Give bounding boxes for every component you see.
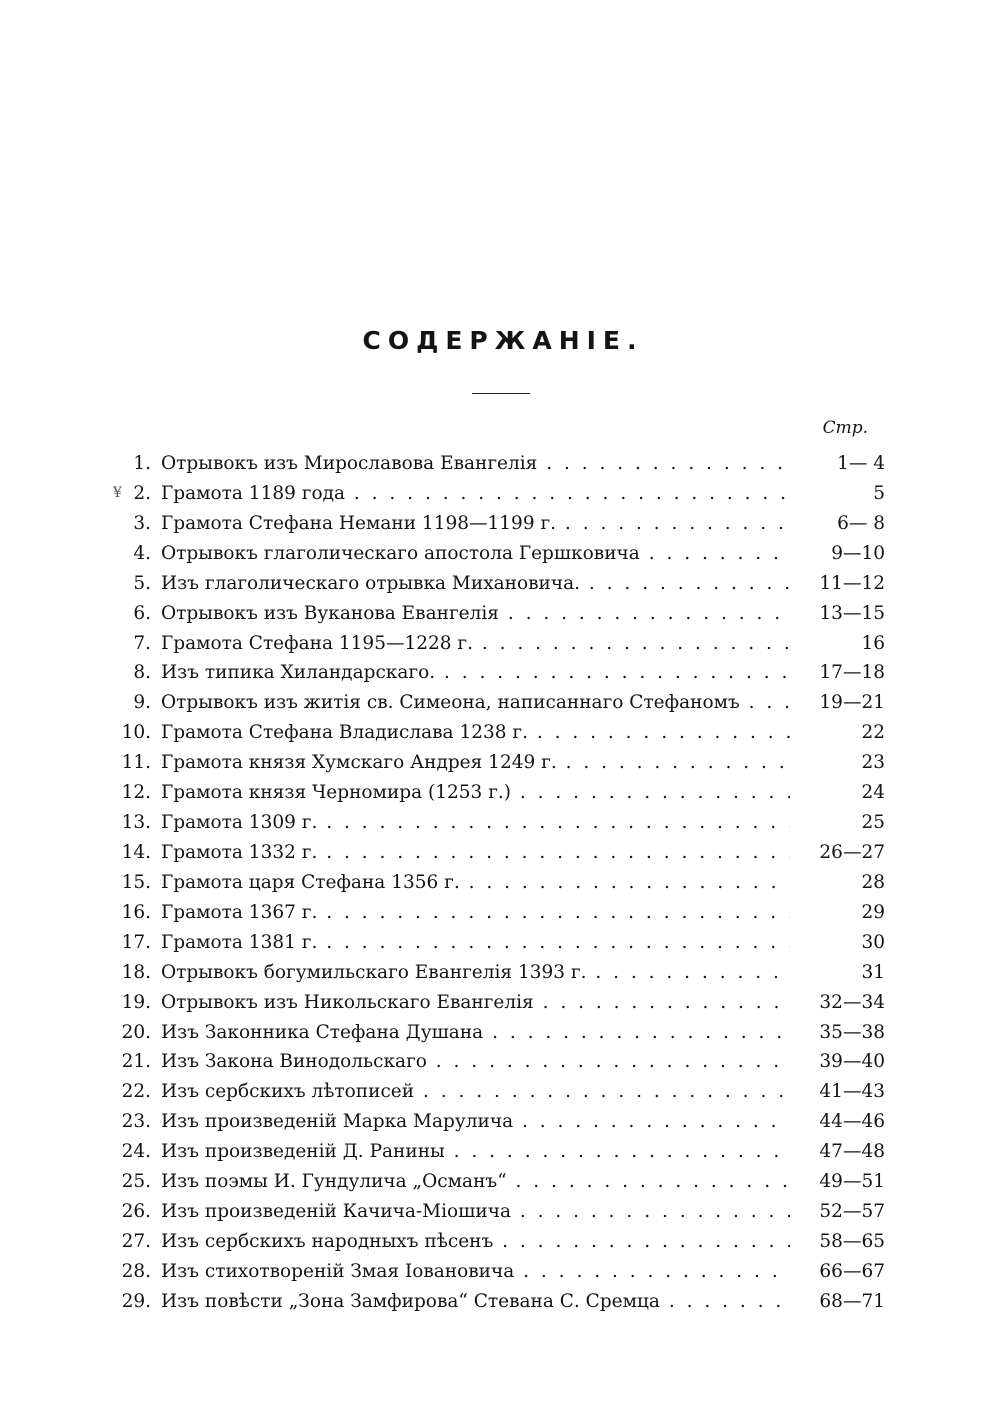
- entry-number: 29.: [121, 1290, 151, 1312]
- entry-pages: 68—71: [790, 1287, 885, 1317]
- entry-pages: 13—15: [790, 599, 885, 629]
- entry-title: Грамота князя Черномира (1253 г.) . . .: [161, 778, 793, 808]
- toc-entry-26: [0, 1197, 1000, 1227]
- entry-title: Изъ Закона Винодольскаго . . .: [161, 1047, 793, 1077]
- entry-pages: 32—34: [790, 988, 885, 1018]
- toc-entry-6: [0, 599, 1000, 629]
- toc-entry-16: [0, 898, 1000, 928]
- entry-pages: 5: [790, 479, 885, 509]
- entry-title: Отрывокъ изъ Мирославова Евангелія . . .: [161, 449, 793, 479]
- toc-entry-17: [0, 928, 1000, 958]
- entry-number: 20.: [121, 1021, 151, 1043]
- entry-number: 11.: [121, 752, 151, 774]
- entry-title: Изъ произведеній Д. Ранины . . .: [161, 1137, 793, 1167]
- entry-title: Отрывокъ изъ житія св. Симеона, написаннаго Стефаномъ . . .: [161, 688, 793, 718]
- entry-number: 19.: [121, 991, 151, 1013]
- toc-entry-13: [0, 808, 1000, 838]
- page-column-label: Стр.: [822, 418, 868, 438]
- entry-number: 12.: [121, 782, 151, 804]
- entry-title: Изъ поэмы И. Гундулича „Османъ“ . . .: [161, 1167, 793, 1197]
- entry-pages: 16: [790, 629, 885, 659]
- entry-number: 26.: [121, 1201, 151, 1223]
- title-divider: [472, 393, 530, 394]
- entry-title: Изъ сербскихъ народныхъ пѣсенъ . . .: [161, 1227, 793, 1257]
- toc-entry-19: [0, 988, 1000, 1018]
- entry-number: 25.: [121, 1171, 151, 1193]
- entry-number: 16.: [121, 901, 151, 923]
- entry-number: 10.: [121, 722, 151, 744]
- margin-mark: ¥: [113, 484, 122, 501]
- entry-number: 13.: [121, 812, 151, 834]
- entry-number: 1.: [133, 453, 151, 474]
- toc-entry-27: [0, 1227, 1000, 1257]
- toc-entry-1: [0, 449, 1000, 479]
- toc-entry-10: [0, 718, 1000, 748]
- entry-pages: 39—40: [790, 1047, 885, 1077]
- toc-entry-15: [0, 868, 1000, 898]
- toc-entry-11: [0, 748, 1000, 778]
- entry-title: Изъ типика Хиландарскаго. . . .: [161, 658, 793, 688]
- entry-number: 21.: [121, 1051, 151, 1073]
- toc-entry-14: [0, 838, 1000, 868]
- entry-pages: 41—43: [790, 1077, 885, 1107]
- toc-entry-4: [0, 539, 1000, 569]
- entry-title: Изъ сербскихъ лѣтописей . . .: [161, 1077, 793, 1107]
- entry-pages: 47—48: [790, 1137, 885, 1167]
- entry-title: Грамота 1189 года . . .: [161, 479, 793, 509]
- entry-pages: 9—10: [790, 539, 885, 569]
- entry-number: 15.: [121, 871, 151, 893]
- table-of-contents: [0, 449, 1000, 1317]
- toc-entry-2: [0, 479, 1000, 509]
- entry-title: Изъ произведеній Качича-Міошича . . .: [161, 1197, 793, 1227]
- entry-title: Изъ стихотвореній Змая Іовановича . . .: [161, 1257, 793, 1287]
- entry-pages: 23: [790, 748, 885, 778]
- entry-number: 24.: [121, 1141, 151, 1163]
- toc-entry-20: [0, 1018, 1000, 1048]
- entry-title: Грамота 1309 г. . . .: [161, 808, 793, 838]
- entry-pages: 35—38: [790, 1018, 885, 1048]
- toc-entry-18: [0, 958, 1000, 988]
- entry-title: Грамота Стефана Немани 1198—1199 г. . . .: [161, 509, 793, 539]
- entry-number: 8.: [133, 662, 151, 684]
- entry-number: 28.: [121, 1260, 151, 1282]
- entry-pages: 6— 8: [790, 509, 885, 539]
- entry-pages: 44—46: [790, 1107, 885, 1137]
- toc-entry-8: [0, 658, 1000, 688]
- entry-title: Отрывокъ изъ Никольскаго Евангелія . . .: [161, 988, 793, 1018]
- entry-title: Отрывокъ богумильскаго Евангелія 1393 г. . . .: [161, 958, 793, 988]
- entry-pages: 66—67: [790, 1257, 885, 1287]
- entry-pages: 58—65: [790, 1227, 885, 1257]
- toc-entry-7: [0, 629, 1000, 659]
- entry-number: 18.: [121, 961, 151, 983]
- toc-entry-24: [0, 1137, 1000, 1167]
- entry-pages: 29: [790, 898, 885, 928]
- entry-title: Грамота 1332 г. . . .: [161, 838, 793, 868]
- toc-entry-28: [0, 1257, 1000, 1287]
- entry-number: 3.: [133, 512, 151, 534]
- entry-number: 7.: [133, 632, 151, 654]
- entry-pages: 11—12: [790, 569, 885, 599]
- toc-entry-5: [0, 569, 1000, 599]
- entry-number: 5.: [133, 572, 151, 594]
- toc-entry-22: [0, 1077, 1000, 1107]
- entry-title: Изъ глаголическаго отрывка Михановича. . . .: [161, 569, 793, 599]
- entry-number: 17.: [121, 931, 151, 953]
- entry-number: 22.: [121, 1081, 151, 1103]
- entry-number: 4.: [133, 542, 151, 564]
- entry-pages: 31: [790, 958, 885, 988]
- entry-title: Грамота 1381 г. . . .: [161, 928, 793, 958]
- toc-entry-21: [0, 1047, 1000, 1077]
- entry-pages: 52—57: [790, 1197, 885, 1227]
- entry-title: Грамота царя Стефана 1356 г. . . .: [161, 868, 793, 898]
- entry-title: Грамота Стефана Владислава 1238 г. . . .: [161, 718, 793, 748]
- toc-entry-12: [0, 778, 1000, 808]
- entry-title: Грамота 1367 г. . . .: [161, 898, 793, 928]
- entry-pages: 30: [790, 928, 885, 958]
- entry-number: 14.: [121, 841, 151, 863]
- entry-pages: 49—51: [790, 1167, 885, 1197]
- entry-pages: 26—27: [790, 838, 885, 868]
- entry-pages: 25: [790, 808, 885, 838]
- entry-title: Отрывокъ изъ Вуканова Евангелія . . .: [161, 599, 793, 629]
- entry-pages: 22: [790, 718, 885, 748]
- entry-title: Изъ Законника Стефана Душана . . .: [161, 1018, 793, 1048]
- entry-number: 27.: [121, 1230, 151, 1252]
- entry-title: Грамота князя Хумскаго Андрея 1249 г. . . .: [161, 748, 793, 778]
- entry-pages: 19—21: [790, 688, 885, 718]
- page-title: СОДЕРЖАНІЕ.: [362, 326, 644, 355]
- toc-entry-9: [0, 688, 1000, 718]
- entry-number: 23.: [121, 1111, 151, 1133]
- entry-number: 2.: [133, 482, 151, 504]
- entry-title: Изъ произведеній Марка Марулича . . .: [161, 1107, 793, 1137]
- toc-entry-3: [0, 509, 1000, 539]
- entry-title: Грамота Стефана 1195—1228 г. . . .: [161, 629, 793, 659]
- entry-pages: 1— 4: [790, 449, 885, 479]
- entry-pages: 17—18: [790, 658, 885, 688]
- entry-pages: 28: [790, 868, 885, 898]
- entry-title: Отрывокъ глаголическаго апостола Гершковича . . .: [161, 539, 793, 569]
- toc-entry-29: [0, 1287, 1000, 1317]
- entry-number: 6.: [133, 602, 151, 624]
- toc-entry-25: [0, 1167, 1000, 1197]
- entry-title: Изъ повѣсти „Зона Замфирова“ Стевана С. Сремца . . .: [161, 1287, 793, 1317]
- entry-number: 9.: [133, 692, 151, 714]
- toc-entry-23: [0, 1107, 1000, 1137]
- entry-pages: 24: [790, 778, 885, 808]
